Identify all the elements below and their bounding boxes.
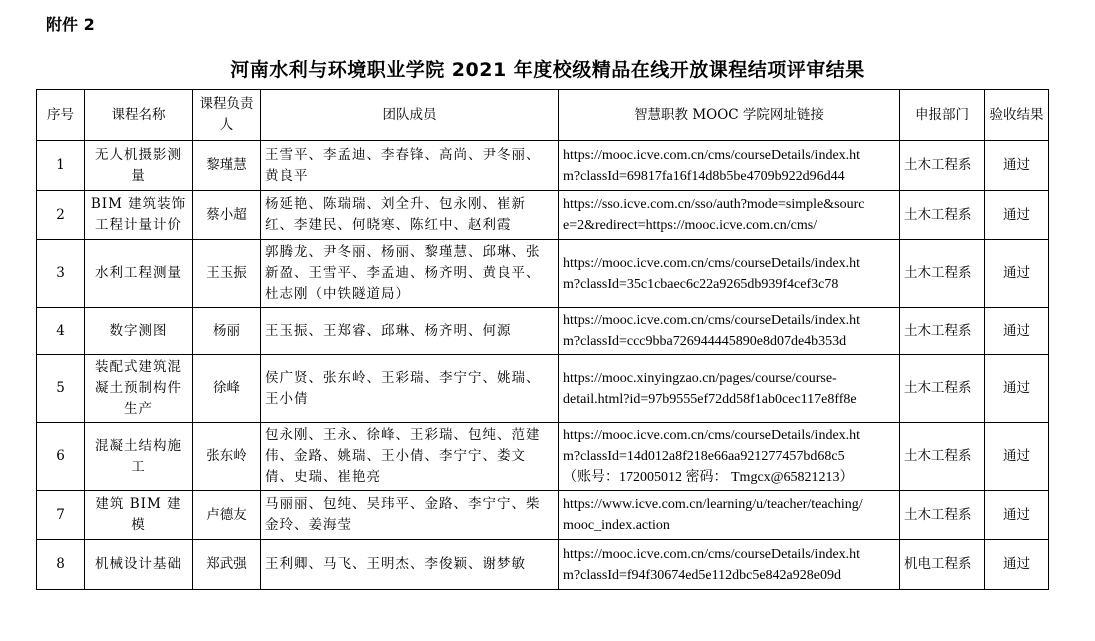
team-members: 侯广贤、张东岭、王彩瑞、李宁宁、姚瑞、王小倩 (261, 355, 559, 423)
link-line: m?classId=ccc9bba726944445890e8d07de4b353d (563, 334, 847, 349)
team-members: 王玉振、王郑睿、邱琳、杨齐明、何源 (261, 308, 559, 355)
header-dept: 申报部门 (900, 90, 985, 141)
team-members: 杨延艳、陈瑞瑞、刘全升、包永刚、崔新红、李建民、何晓寒、陈红中、赵利霞 (261, 191, 559, 240)
table-row (37, 355, 1049, 423)
link-line: https://sso.icve.com.cn/sso/auth?mode=simple&sourc (563, 197, 865, 212)
team-members: 王利卿、马飞、王明杰、李俊颖、谢梦敏 (261, 540, 559, 590)
row-number: 5 (37, 355, 85, 423)
header-team: 团队成员 (261, 90, 559, 141)
course-lead: 黎瑾慧 (193, 141, 261, 191)
course-name: BIM 建筑装饰工程计量计价 (85, 191, 193, 240)
table-row (37, 240, 1049, 308)
link-line: m?classId=35c1cbaec6c22a9265db939f4cef3c78 (563, 276, 839, 292)
row-number: 8 (37, 540, 85, 590)
table-row (37, 540, 1049, 590)
link-line: m?classId=f94f30674ed5e112dbc5e842a928e09d (563, 567, 841, 583)
link-line: https://mooc.xinyingzao.cn/pages/course/course- (563, 370, 837, 386)
table-row (37, 191, 1049, 240)
department: 土木工程系 (900, 355, 985, 423)
mooc-link[interactable] (559, 540, 900, 590)
link-line: https://mooc.icve.com.cn/cms/courseDetails/index.ht (563, 313, 861, 328)
mooc-link[interactable] (559, 308, 900, 355)
table-row (37, 491, 1049, 540)
row-number: 2 (37, 191, 85, 240)
table-row (37, 141, 1049, 191)
table-row (37, 423, 1049, 491)
link-line: m?classId=69817fa16f14d8b5be4709b922d96d44 (563, 168, 845, 184)
review-result: 通过 (985, 308, 1049, 355)
link-line: m?classId=14d012a8f218e66aa921277457bd68c5 (563, 449, 845, 464)
link-line: https://www.icve.com.cn/learning/u/teacher/teaching/ (563, 497, 863, 512)
table-header-row (37, 90, 1049, 141)
mooc-link[interactable] (559, 355, 900, 423)
link-line: https://mooc.icve.com.cn/cms/courseDetails/index.ht (563, 546, 861, 562)
link-line: e=2&redirect=https://mooc.icve.com.cn/cms/ (563, 218, 818, 233)
mooc-link[interactable] (559, 423, 900, 491)
row-number: 6 (37, 423, 85, 491)
course-lead: 蔡小超 (193, 191, 261, 240)
header-lead: 课程负责人 (193, 90, 261, 141)
course-name: 水利工程测量 (85, 240, 193, 308)
course-lead: 郑武强 (193, 540, 261, 590)
link-line: mooc_index.action (563, 518, 670, 533)
header-result: 验收结果 (985, 90, 1049, 141)
department: 机电工程系 (900, 540, 985, 590)
row-number: 1 (37, 141, 85, 191)
row-number: 7 (37, 491, 85, 540)
mooc-link[interactable] (559, 141, 900, 191)
review-result: 通过 (985, 423, 1049, 491)
attachment-label: 附件 2 (46, 15, 95, 34)
course-name: 机械设计基础 (85, 540, 193, 590)
course-lead: 卢德友 (193, 491, 261, 540)
department: 土木工程系 (900, 240, 985, 308)
department: 土木工程系 (900, 141, 985, 191)
table-row (37, 308, 1049, 355)
review-result: 通过 (985, 240, 1049, 308)
document-title: 河南水利与环境职业学院 2021 年度校级精品在线开放课程结项评审结果 (230, 59, 865, 81)
department: 土木工程系 (900, 308, 985, 355)
header-no: 序号 (37, 90, 85, 141)
course-lead: 杨丽 (193, 308, 261, 355)
course-lead: 徐峰 (193, 355, 261, 423)
department: 土木工程系 (900, 491, 985, 540)
team-members: 王雪平、李孟迪、李春锋、高尚、尹冬丽、黄良平 (261, 141, 559, 191)
course-name: 数字测图 (85, 308, 193, 355)
review-result: 通过 (985, 491, 1049, 540)
review-result: 通过 (985, 355, 1049, 423)
review-result: 通过 (985, 191, 1049, 240)
header-course: 课程名称 (85, 90, 193, 141)
review-result: 通过 (985, 141, 1049, 191)
row-number: 3 (37, 240, 85, 308)
table-body (37, 141, 1049, 590)
link-line: https://mooc.icve.com.cn/cms/courseDetails/index.ht (563, 255, 861, 271)
link-line: https://mooc.icve.com.cn/cms/courseDetails/index.ht (563, 147, 861, 163)
course-lead: 张东岭 (193, 423, 261, 491)
course-name: 无人机摄影测量 (85, 141, 193, 191)
team-members: 郭腾龙、尹冬丽、杨丽、黎瑾慧、邱琳、张新盈、王雪平、李孟迪、杨齐明、黄良平、杜志刚（中铁隧道局） (261, 240, 559, 308)
mooc-link[interactable] (559, 240, 900, 308)
link-line: detail.html?id=97b9555ef72dd58f1ab0cec117e8ff8e (563, 391, 857, 407)
link-line: https://mooc.icve.com.cn/cms/courseDetails/index.ht (563, 428, 861, 443)
course-name: 装配式建筑混凝土预制构件生产 (85, 355, 193, 423)
team-members: 包永刚、王永、徐峰、王彩瑞、包纯、范建伟、金路、姚瑞、王小倩、李宁宁、娄文倩、史瑞、崔艳亮 (261, 423, 559, 491)
review-result: 通过 (985, 540, 1049, 590)
department: 土木工程系 (900, 191, 985, 240)
team-members: 马丽丽、包纯、吴玮平、金路、李宁宁、柴金玲、姜海莹 (261, 491, 559, 540)
course-name: 混凝土结构施工 (85, 423, 193, 491)
course-name: 建筑 BIM 建模 (85, 491, 193, 540)
results-table (36, 89, 1049, 590)
row-number: 4 (37, 308, 85, 355)
mooc-link[interactable] (559, 191, 900, 240)
department: 土木工程系 (900, 423, 985, 491)
link-line: （账号：172005012 密码： Tmgcx@65821213） (563, 470, 854, 485)
header-link: 智慧职教 MOOC 学院网址链接 (559, 90, 900, 141)
course-lead: 王玉振 (193, 240, 261, 308)
mooc-link[interactable] (559, 491, 900, 540)
